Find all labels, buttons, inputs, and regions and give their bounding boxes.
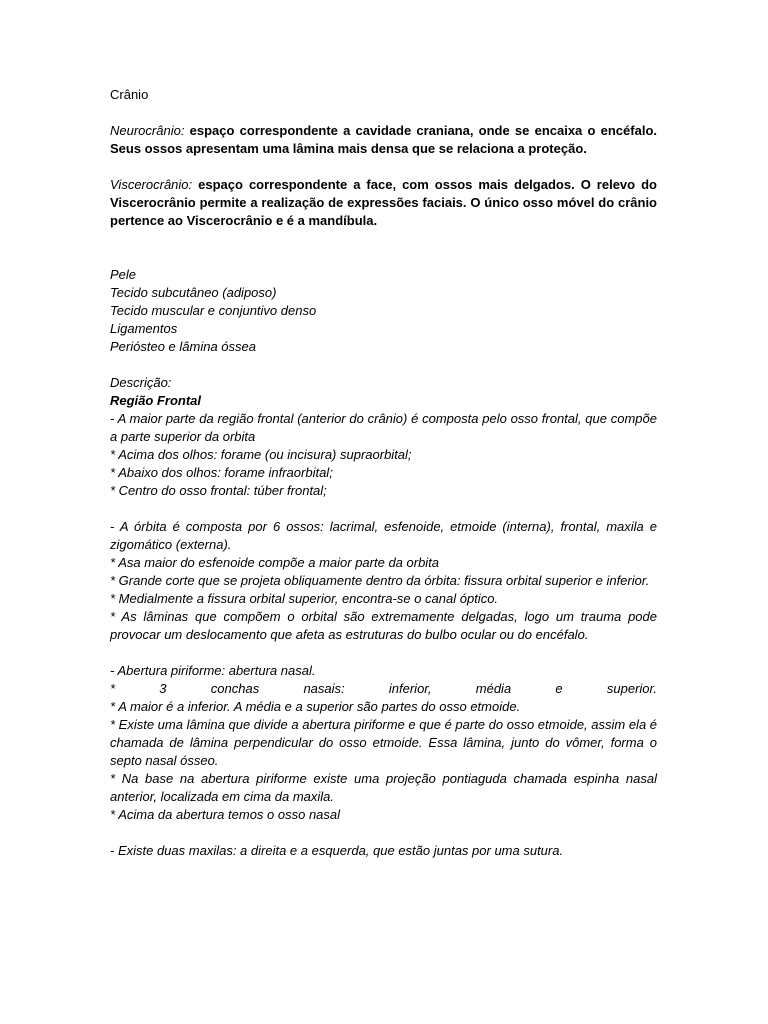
piriforme-item: * Existe uma lâmina que divide a abertura piriforme e que é parte do osso etmoide, assim ela é chamada de lâmina perpendicular do osso etmoide. Essa lâmina, junto do vômer, forma o septo nasal ósseo.: [110, 717, 658, 768]
piriforme-item: * A maior é a inferior. A média e a superior são partes do osso etmoide.: [110, 699, 521, 714]
frontal-item: * Centro do osso frontal: túber frontal;: [110, 483, 327, 498]
regiao-frontal-heading: Região Frontal: [110, 393, 202, 408]
spacer: [110, 230, 657, 266]
layer-item: Periósteo e lâmina óssea: [110, 339, 256, 354]
viscerocranio-definition: espaço correspondente a face, com ossos mais delgados. O relevo do Viscerocrânio permite a realização de expressões faciais. O único osso móvel do crânio pertence ao Viscerocrânio e é a mandíbula.: [110, 177, 657, 228]
frontal-item: - A maior parte da região frontal (anterior do crânio) é composta pelo osso frontal, que compõe a parte superior da orbita: [110, 411, 657, 444]
orbita-item: * As lâminas que compõem o orbital são extremamente delgadas, logo um trauma pode provocar um deslocamento que afeta as estruturas do bulbo ocular ou do encéfalo.: [110, 609, 657, 642]
piriforme-item: - Abertura piriforme: abertura nasal.: [110, 663, 316, 678]
layer-item: Ligamentos: [110, 321, 178, 336]
viscerocranio-term: Viscerocrânio:: [110, 177, 193, 192]
piriforme-item: * 3 conchas nasais: inferior, média e superior.: [110, 681, 657, 696]
layers-list: [110, 266, 657, 356]
spacer: [110, 824, 657, 842]
maxilas-item: - Existe duas maxilas: a direita e a esquerda, que estão juntas por uma sutura.: [110, 843, 564, 858]
layer-item: Pele: [110, 267, 137, 282]
layer-item: Tecido subcutâneo (adiposo): [110, 285, 277, 300]
frontal-item: * Abaixo dos olhos: forame infraorbital;: [110, 465, 333, 480]
spacer: [110, 356, 657, 374]
spacer: [110, 104, 657, 122]
spacer: [110, 644, 657, 662]
orbita-item: * Medialmente a fissura orbital superior, encontra-se o canal óptico.: [110, 591, 499, 606]
orbita-item: * Grande corte que se projeta obliquamente dentro da órbita: fissura orbital superior e inferior.: [110, 573, 650, 588]
piriforme-item: * Na base na abertura piriforme existe uma projeção pontiaguda chamada espinha nasal anterior, localizada em cima da maxila.: [110, 771, 657, 804]
descricao-label: Descrição:: [110, 375, 172, 390]
spacer: [110, 500, 657, 518]
orbita-item: - A órbita é composta por 6 ossos: lacrimal, esfenoide, etmoide (interna), frontal, maxila e zigomático (externa).: [110, 519, 657, 552]
orbita-item: * Asa maior do esfenoide compõe a maior parte da orbita: [110, 555, 440, 570]
document-title: Crânio: [110, 87, 149, 102]
neurocranio-definition: espaço correspondente a cavidade craniana, onde se encaixa o encéfalo. Seus ossos apresentam uma lâmina mais densa que se relaciona a proteção.: [110, 123, 657, 156]
viscerocranio-paragraph: [110, 176, 657, 230]
layer-item: Tecido muscular e conjuntivo denso: [110, 303, 317, 318]
descricao-section: [110, 374, 657, 860]
neurocranio-paragraph: [110, 122, 657, 158]
piriforme-item: * Acima da abertura temos o osso nasal: [110, 807, 341, 822]
frontal-item: * Acima dos olhos: forame (ou incisura) supraorbital;: [110, 447, 412, 462]
neurocranio-term: Neurocrânio:: [110, 123, 185, 138]
spacer: [110, 158, 657, 176]
document-page: [110, 86, 657, 860]
